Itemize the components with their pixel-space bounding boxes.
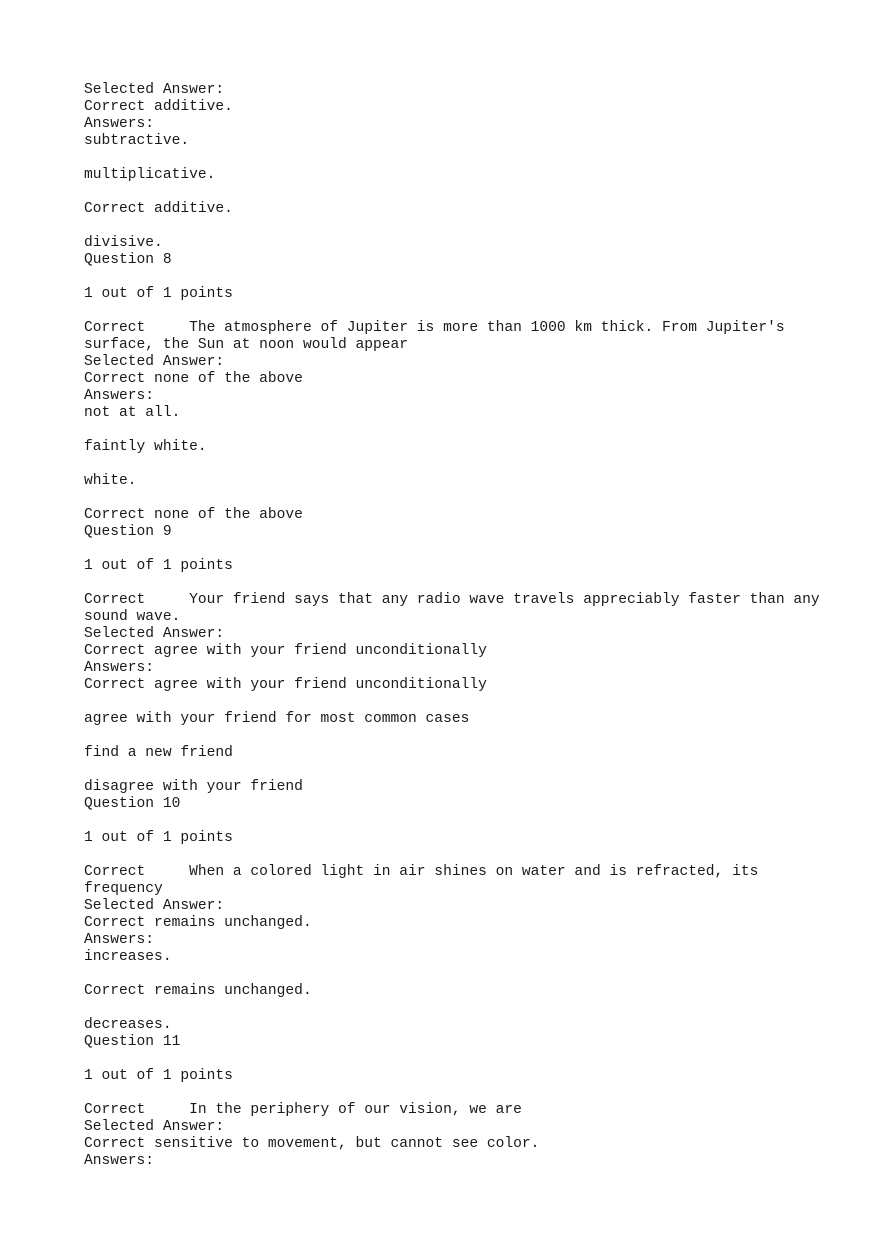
selected-answer-value: Correct remains unchanged. xyxy=(84,915,312,931)
answer-option: find a new friend xyxy=(84,745,233,761)
answer-option: subtractive. xyxy=(84,133,190,149)
question-title: Question 10 xyxy=(84,796,181,812)
question-points: 1 out of 1 points xyxy=(84,830,233,846)
answer-option: divisive. xyxy=(84,235,163,251)
selected-answer-value: Correct additive. xyxy=(84,99,233,115)
answers-label: Answers: xyxy=(84,932,155,948)
answer-option: Correct none of the above xyxy=(84,507,303,523)
quiz-results-page xyxy=(84,82,844,1170)
question-title: Question 8 xyxy=(84,252,172,268)
selected-answer-label: Selected Answer: xyxy=(84,898,225,914)
question-prompt: Correct When a colored light in air shines on water and is refracted, its frequency xyxy=(84,864,768,897)
selected-answer-value: Correct sensitive to movement, but cannot see color. xyxy=(84,1136,540,1152)
answer-option: disagree with your friend xyxy=(84,779,303,795)
answers-label: Answers: xyxy=(84,660,155,676)
selected-answer-label: Selected Answer: xyxy=(84,626,225,642)
question-points: 1 out of 1 points xyxy=(84,286,233,302)
answer-option: agree with your friend for most common cases xyxy=(84,711,470,727)
selected-answer-value: Correct agree with your friend unconditionally xyxy=(84,643,487,659)
answers-label: Answers: xyxy=(84,116,155,132)
question-points: 1 out of 1 points xyxy=(84,1068,233,1084)
question-title: Question 11 xyxy=(84,1034,181,1050)
answers-label: Answers: xyxy=(84,388,155,404)
question-points: 1 out of 1 points xyxy=(84,558,233,574)
answer-option: decreases. xyxy=(84,1017,172,1033)
answer-option: faintly white. xyxy=(84,439,207,455)
selected-answer-label: Selected Answer: xyxy=(84,1119,225,1135)
selected-answer-value: Correct none of the above xyxy=(84,371,303,387)
answer-option: Correct agree with your friend unconditionally xyxy=(84,677,487,693)
question-prompt: Correct Your friend says that any radio wave travels appreciably faster than any sound wave. xyxy=(84,592,829,625)
question-prompt: Correct The atmosphere of Jupiter is more than 1000 km thick. From Jupiter's surface, the Sun at noon would appear xyxy=(84,320,794,353)
answers-label: Answers: xyxy=(84,1153,155,1169)
selected-answer-label: Selected Answer: xyxy=(84,354,225,370)
answer-option: increases. xyxy=(84,949,172,965)
question-prompt: Correct In the periphery of our vision, we are xyxy=(84,1102,522,1118)
question-title: Question 9 xyxy=(84,524,172,540)
answer-option: multiplicative. xyxy=(84,167,216,183)
answer-option: white. xyxy=(84,473,137,489)
answer-option: Correct additive. xyxy=(84,201,233,217)
selected-answer-label: Selected Answer: xyxy=(84,82,225,98)
answer-option: Correct remains unchanged. xyxy=(84,983,312,999)
answer-option: not at all. xyxy=(84,405,181,421)
